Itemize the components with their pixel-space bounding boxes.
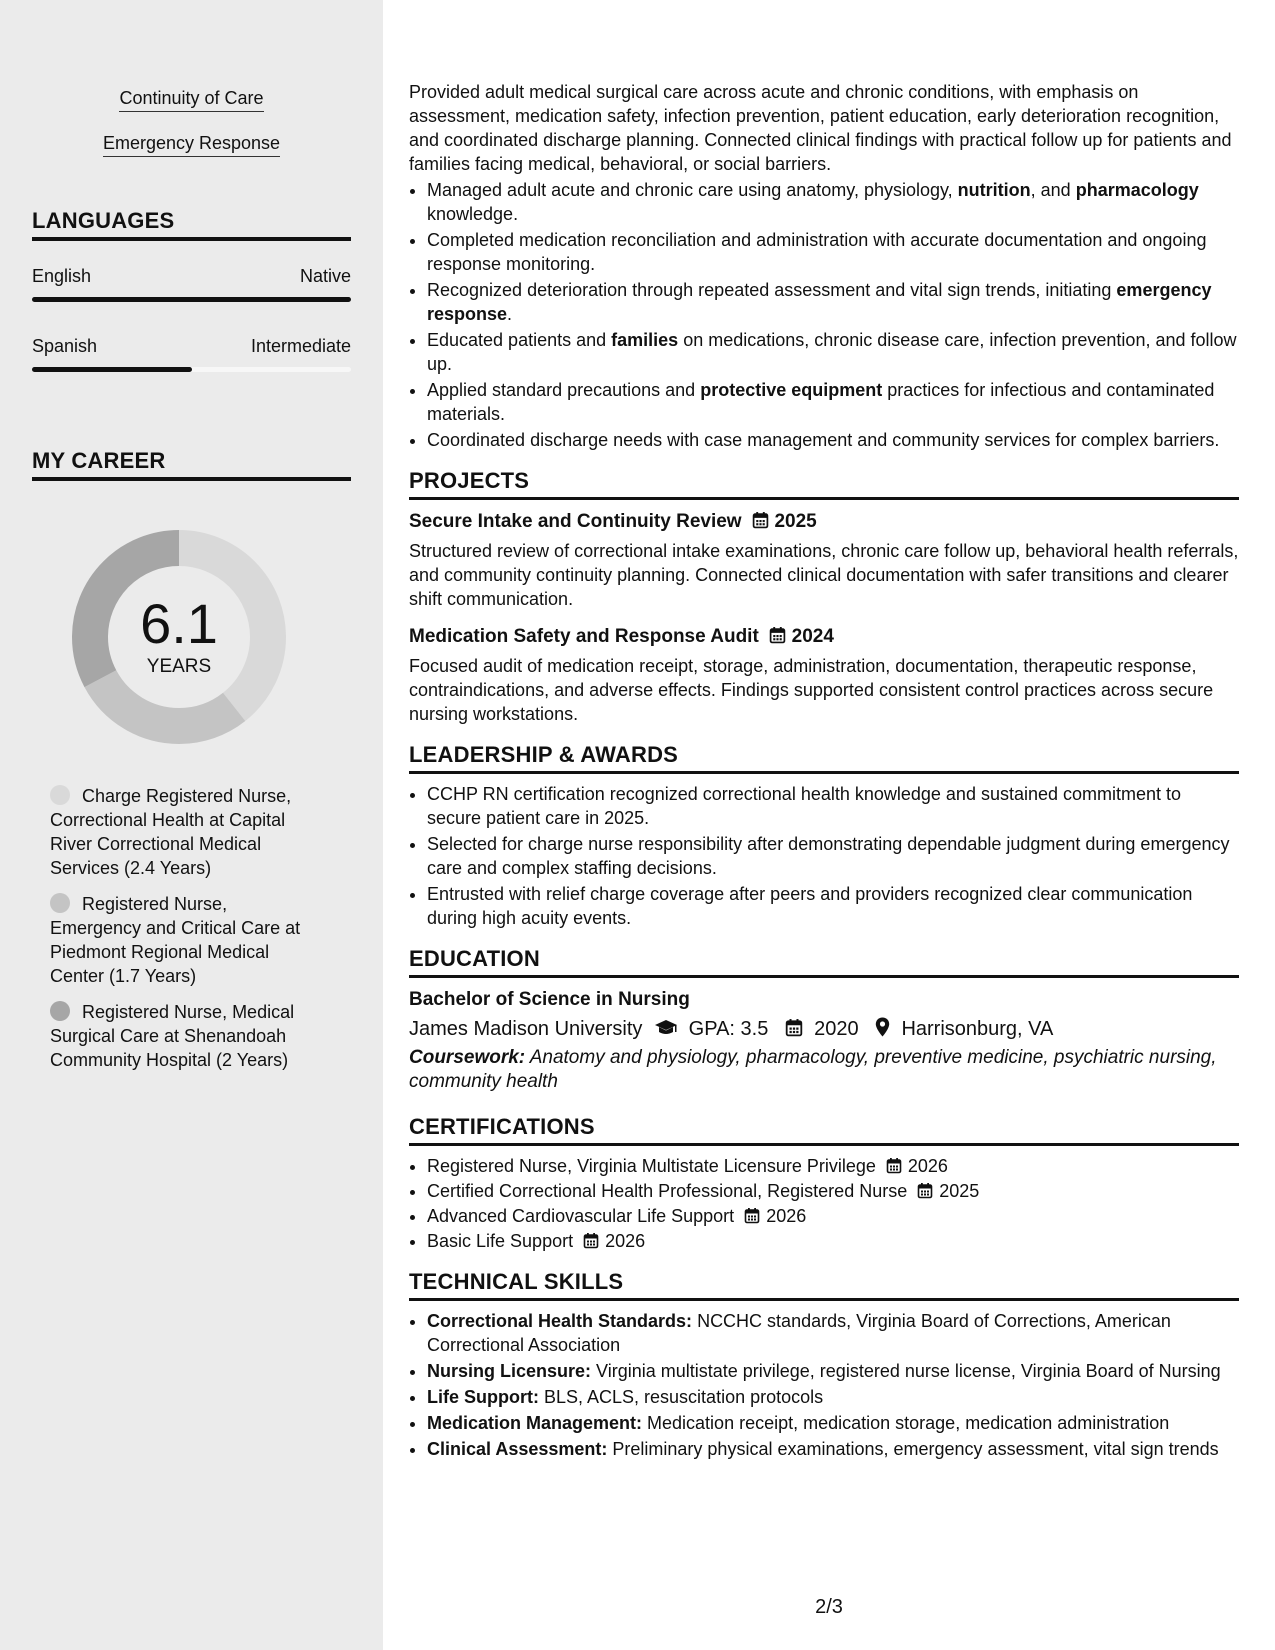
project-description: Structured review of correctional intake examinations, chronic care follow up, behavioral health referrals, and community continuity planning. Connected clinical documentation with safer transitions and clearer shift communication. [409, 541, 1239, 609]
legend-dot [50, 1001, 70, 1021]
education-gpa: GPA: 3.5 [688, 1018, 769, 1040]
project-item [409, 510, 1239, 611]
education-coursework: Coursework: Anatomy and physiology, pharmacology, preventive medicine, psychiatric nursing, community health [409, 1047, 1217, 1092]
list-item: • Medication Management: Medication receipt, medication storage, medication administration [427, 1411, 1239, 1435]
list-item: • Advanced Cardiovascular Life Support 2026 [427, 1204, 1239, 1228]
calendar-icon [583, 1232, 599, 1249]
education-year: 2020 [814, 1018, 859, 1040]
main-content [383, 0, 1275, 1650]
education-details [409, 1015, 1239, 1043]
project-title: Medication Safety and Response Audit [409, 626, 759, 647]
list-item: • Completed medication reconciliation and administration with accurate documentation and ongoing response monitoring. [427, 228, 1239, 276]
language-english [32, 265, 351, 302]
leadership-list [409, 782, 1239, 930]
education-school: James Madison University [409, 1018, 643, 1040]
career-donut [66, 524, 292, 750]
education-heading: EDUCATION [409, 946, 1239, 978]
list-item: • Entrusted with relief charge coverage after peers and providers recognized clear communication during high acuity events. [427, 882, 1239, 930]
list-item: • Life Support: BLS, ACLS, resuscitation protocols [427, 1385, 1239, 1409]
tag-list [32, 0, 351, 176]
list-item: • Basic Life Support 2026 [427, 1229, 1239, 1253]
career-item [50, 1000, 320, 1072]
skills-list [409, 1309, 1239, 1461]
project-description: Focused audit of medication receipt, storage, administration, documentation, therapeutic response, contraindications, and adverse effects. Findings supported consistent control practices across secure nursing workstations. [409, 656, 1214, 724]
certifications-list [409, 1154, 1239, 1253]
project-item [409, 625, 1239, 726]
languages-heading: LANGUAGES [32, 208, 351, 241]
certifications-heading: CERTIFICATIONS [409, 1114, 1239, 1146]
project-year: 2025 [774, 511, 817, 532]
list-item: • Registered Nurse, Virginia Multistate Licensure Privilege 2026 [427, 1154, 1239, 1178]
calendar-icon [917, 1182, 933, 1199]
language-bar-fill [32, 297, 351, 302]
career-item [50, 784, 320, 880]
list-item: • Managed adult acute and chronic care using anatomy, physiology, nutrition, and pharmacology knowledge. [427, 178, 1239, 226]
career-total: 6.1 [140, 592, 218, 655]
calendar-icon [744, 1207, 760, 1224]
career-item-text: Charge Registered Nurse, Correctional Health at Capital River Correctional Medical Services (2.4 Years) [50, 786, 292, 878]
career-item [50, 892, 320, 988]
language-name: Spanish [32, 336, 98, 356]
legend-dot [50, 785, 70, 805]
skills-heading: TECHNICAL SKILLS [409, 1269, 1239, 1301]
calendar-icon [769, 626, 786, 644]
experience-summary: Provided adult medical surgical care across acute and chronic conditions, with emphasis on assessment, medication safety, infection prevention, patient education, early deterioration recognition, and coordinated discharge planning. Connected clinical findings with practical follow up for patients and families facing medical, behavioral, or social barriers. [409, 82, 1232, 174]
page-number: 2/3 [815, 1596, 843, 1618]
list-item: • Certified Correctional Health Professional, Registered Nurse 2025 [427, 1179, 1239, 1203]
legend-dot [50, 893, 70, 913]
language-spanish [32, 335, 351, 372]
language-bar [32, 367, 351, 372]
calendar-icon [886, 1157, 902, 1174]
list-item: • Coordinated discharge needs with case management and community services for complex barriers. [427, 428, 1239, 452]
project-title: Secure Intake and Continuity Review [409, 511, 742, 532]
list-item: • Correctional Health Standards: NCCHC standards, Virginia Board of Corrections, American Correctional Association [427, 1309, 1239, 1357]
career-list [50, 784, 320, 1072]
projects-heading: PROJECTS [409, 468, 1239, 500]
education-degree: Bachelor of Science in Nursing [409, 989, 690, 1010]
career-donut-chart [66, 524, 292, 750]
list-item: • Recognized deterioration through repeated assessment and vital sign trends, initiating emergency response. [427, 278, 1239, 326]
language-level: Native [299, 266, 351, 286]
education-location: Harrisonburg, VA [901, 1018, 1054, 1040]
list-item: • CCHP RN certification recognized correctional health knowledge and sustained commitment to secure patient care in 2025. [427, 782, 1239, 830]
experience-bullets [409, 178, 1239, 452]
language-level: Intermediate [250, 336, 351, 356]
graduation-cap-icon [654, 1019, 678, 1037]
calendar-icon [785, 1018, 803, 1037]
project-year: 2024 [791, 626, 834, 647]
language-bar-fill [32, 367, 192, 372]
career-heading: MY CAREER [32, 448, 351, 481]
career-item-text: Registered Nurse, Medical Surgical Care at Shenandoah Community Hospital (2 Years) [50, 1002, 295, 1070]
list-item: • Applied standard precautions and protective equipment practices for infectious and contaminated materials. [427, 378, 1239, 426]
sidebar [0, 0, 383, 1650]
career-item-text: Registered Nurse, Emergency and Critical Care at Piedmont Regional Medical Center (1.7 Years) [50, 894, 301, 986]
calendar-icon [752, 511, 769, 529]
list-item: • Educated patients and families on medications, chronic disease care, infection prevention, and follow up. [427, 328, 1239, 376]
location-pin-icon [875, 1017, 890, 1037]
language-name: English [32, 266, 92, 286]
list-item: • Nursing Licensure: Virginia multistate privilege, registered nurse license, Virginia Board of Nursing [427, 1359, 1239, 1383]
tag-continuity-of-care: Continuity of Care [119, 86, 263, 112]
list-item: • Clinical Assessment: Preliminary physical examinations, emergency assessment, vital sign trends [427, 1437, 1239, 1461]
tag-emergency-response: Emergency Response [103, 131, 280, 157]
list-item: • Selected for charge nurse responsibility after demonstrating dependable judgment during emergency care and complex staffing decisions. [427, 832, 1239, 880]
leadership-heading: LEADERSHIP & AWARDS [409, 742, 1239, 774]
language-bar [32, 297, 351, 302]
career-unit: YEARS [146, 656, 212, 677]
